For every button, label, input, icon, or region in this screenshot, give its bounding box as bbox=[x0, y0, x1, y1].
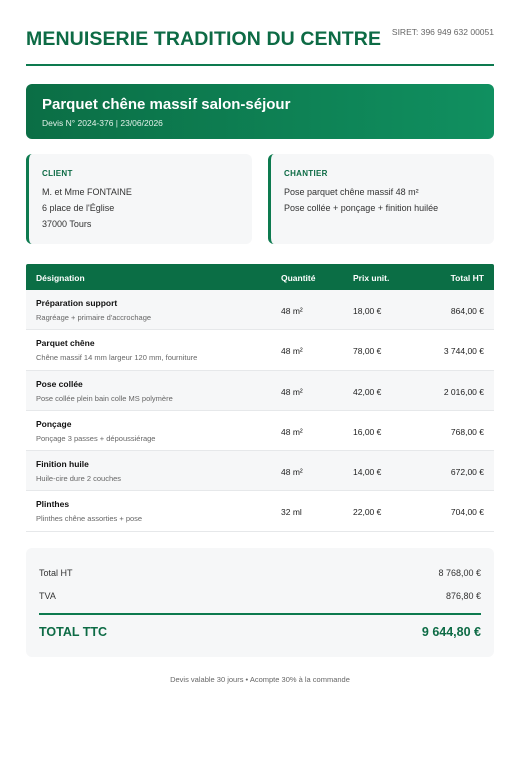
totals-panel bbox=[26, 548, 494, 657]
row-designation: Plinthes bbox=[36, 499, 70, 510]
table-row bbox=[26, 451, 494, 491]
table-row bbox=[26, 330, 494, 370]
total-ht-label: Total HT bbox=[39, 568, 73, 578]
header-total: Total HT bbox=[450, 273, 484, 283]
client-name: M. et Mme FONTAINE bbox=[42, 187, 132, 197]
document-header bbox=[26, 26, 494, 66]
row-quantity: 48 m² bbox=[281, 426, 303, 437]
quote-title: Parquet chêne massif salon-séjour bbox=[42, 96, 291, 113]
client-city: 37000 Tours bbox=[42, 219, 92, 229]
row-quantity: 32 ml bbox=[281, 507, 302, 518]
row-designation: Pose collée bbox=[36, 378, 83, 389]
company-name: MENUISERIE TRADITION DU CENTRE bbox=[26, 28, 382, 50]
site-label: CHANTIER bbox=[284, 169, 328, 178]
row-description: Plinthes chêne assorties + pose bbox=[36, 514, 143, 524]
site-line: Pose collée + ponçage + finition huilée bbox=[284, 203, 439, 213]
table-row bbox=[26, 371, 494, 411]
total-ttc-value: 9 644,80 € bbox=[421, 625, 481, 639]
header-quantity: Quantité bbox=[281, 273, 316, 283]
footer-note: Devis valable 30 jours • Acompte 30% à la commande bbox=[170, 675, 350, 684]
row-quantity: 48 m² bbox=[281, 386, 303, 397]
site-line: Pose parquet chêne massif 48 m² bbox=[284, 187, 419, 197]
row-quantity: 48 m² bbox=[281, 346, 303, 357]
client-label: CLIENT bbox=[42, 169, 73, 178]
row-unit-price: 14,00 € bbox=[353, 467, 382, 478]
row-designation: Ponçage bbox=[36, 418, 72, 429]
site-card bbox=[268, 154, 494, 244]
row-unit-price: 22,00 € bbox=[353, 507, 382, 518]
row-total: 672,00 € bbox=[450, 467, 484, 478]
row-description: Ponçage 3 passes + dépoussiérage bbox=[36, 433, 156, 443]
row-description: Huile-cire dure 2 couches bbox=[36, 474, 122, 484]
table-row bbox=[26, 290, 494, 330]
table-header bbox=[26, 264, 494, 290]
siret-number: SIRET: 396 949 632 00051 bbox=[391, 27, 494, 37]
client-card bbox=[26, 154, 252, 244]
totals-divider bbox=[39, 613, 481, 615]
tva-value: 876,80 € bbox=[445, 591, 481, 601]
header-designation: Désignation bbox=[36, 273, 85, 283]
row-designation: Parquet chêne bbox=[36, 338, 95, 349]
row-total: 768,00 € bbox=[450, 426, 484, 437]
row-description: Chêne massif 14 mm largeur 120 mm, fourniture bbox=[36, 353, 198, 363]
row-total: 864,00 € bbox=[450, 306, 484, 316]
quote-banner bbox=[26, 84, 494, 139]
client-address: 6 place de l'Église bbox=[42, 203, 115, 213]
row-total: 704,00 € bbox=[450, 507, 484, 518]
row-description: Pose collée plein bain colle MS polymère bbox=[36, 393, 173, 403]
total-ht-value: 8 768,00 € bbox=[438, 568, 481, 578]
quote-table bbox=[26, 264, 494, 532]
table-row bbox=[26, 491, 494, 531]
header-unit-price: Prix unit. bbox=[353, 273, 390, 283]
row-designation: Préparation support bbox=[36, 298, 118, 308]
row-description: Ragréage + primaire d'accrochage bbox=[36, 313, 152, 322]
row-unit-price: 18,00 € bbox=[353, 306, 382, 316]
row-designation: Finition huile bbox=[36, 459, 89, 470]
row-unit-price: 42,00 € bbox=[353, 386, 382, 397]
row-total: 2 016,00 € bbox=[443, 386, 484, 397]
row-unit-price: 16,00 € bbox=[353, 426, 382, 437]
row-quantity: 48 m² bbox=[281, 467, 303, 478]
row-total: 3 744,00 € bbox=[443, 346, 484, 357]
total-ttc-label: TOTAL TTC bbox=[39, 625, 108, 639]
quote-reference: Devis N° 2024-376 | 23/06/2026 bbox=[42, 118, 163, 128]
row-unit-price: 78,00 € bbox=[353, 346, 382, 357]
table-row bbox=[26, 411, 494, 451]
tva-label: TVA bbox=[39, 591, 56, 601]
row-quantity: 48 m² bbox=[281, 306, 303, 316]
